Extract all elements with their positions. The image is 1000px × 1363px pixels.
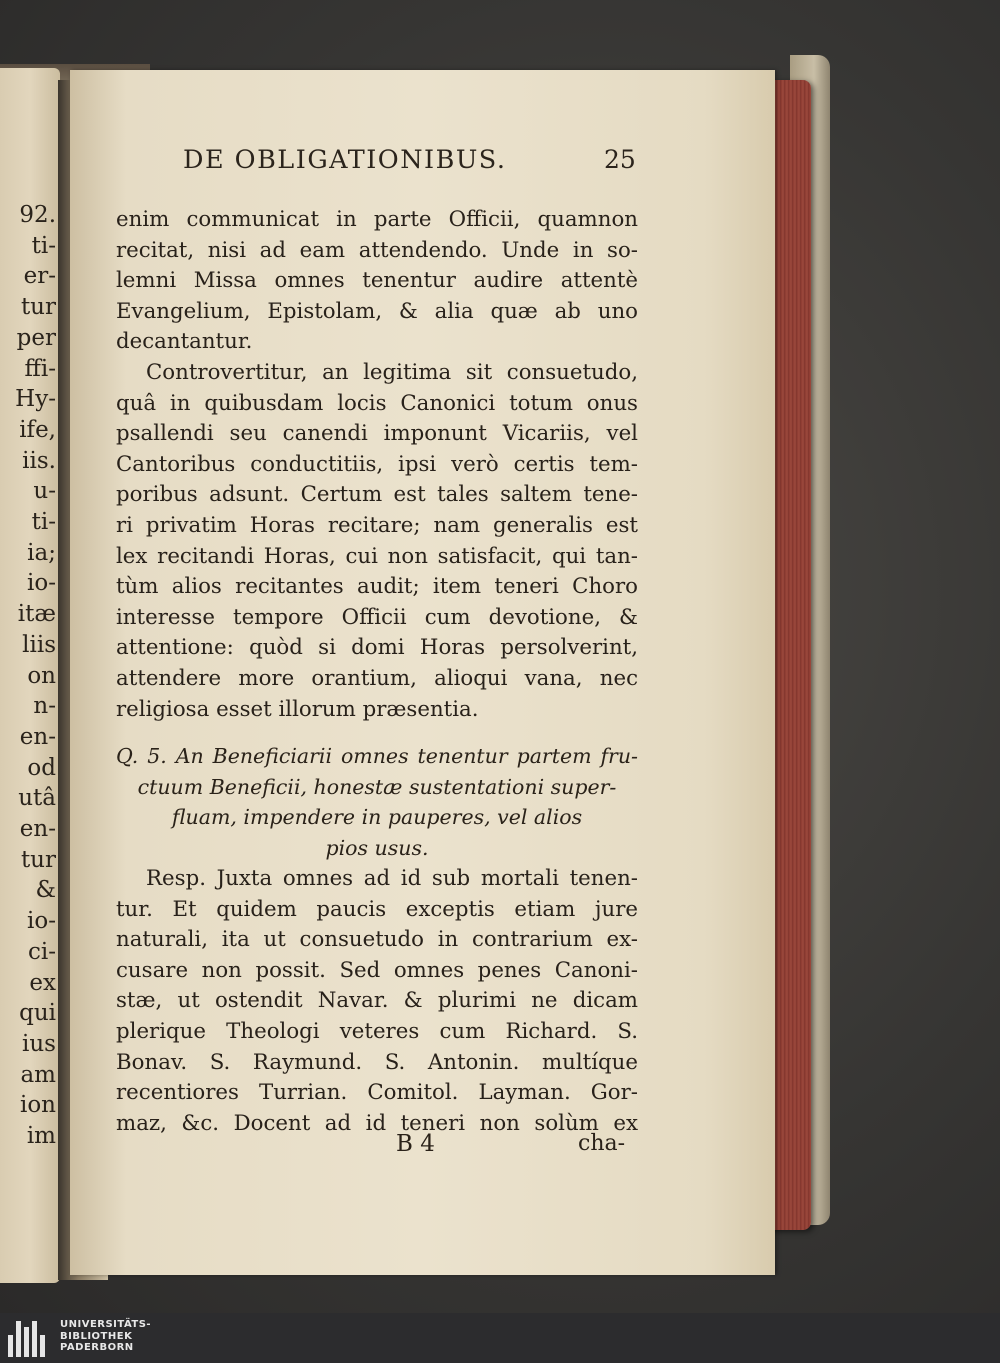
left-margin-line: itæ <box>17 601 56 628</box>
left-margin-line: en- <box>19 723 56 750</box>
text-line: recentiores Turrian. Comitol. Layman. Gor- <box>116 1080 638 1106</box>
left-margin-line: en- <box>19 816 56 843</box>
text-line: naturali, ita ut consuetudo in contrarium ex- <box>116 927 638 953</box>
left-margin-line: ex <box>29 969 56 996</box>
left-margin-line: ti- <box>31 509 56 536</box>
left-margin-line: ti- <box>31 232 56 259</box>
left-margin-line: ife, <box>19 416 56 443</box>
question-line: fluam, impendere in pauperes, vel alios <box>171 805 583 830</box>
logo-line: UNIVERSITÄTS- <box>60 1319 152 1330</box>
left-margin-line: ci- <box>27 938 56 965</box>
text-line: cusare non possit. Sed omnes penes Canoni- <box>116 957 638 983</box>
left-margin-line: io- <box>27 908 56 935</box>
text-line: enim communicat in parte Officii, quamnon <box>116 207 638 232</box>
running-head: DE OBLIGATIONIBUS. <box>183 145 507 175</box>
left-margin-line: qui <box>19 1000 56 1027</box>
left-margin-line: er- <box>23 263 56 290</box>
body-text <box>116 205 638 725</box>
left-margin-line: ius <box>22 1030 56 1057</box>
left-margin-line: Hy- <box>15 386 56 413</box>
text-line: religiosa esset illorum præsentia. <box>116 696 479 722</box>
left-margin-line: & <box>35 877 56 904</box>
text-line: Controvertitur, an legitima sit consuetudo, <box>146 359 638 385</box>
text-line: Resp. Juxta omnes ad id sub mortali tenen- <box>146 866 638 891</box>
question-heading <box>116 741 638 863</box>
left-margin-line: n- <box>33 693 56 720</box>
logo-line: BIBLIOTHEK <box>60 1330 133 1342</box>
text-line: Evangelium, Epistolam, & alia quæ ab uno <box>116 298 638 324</box>
page-number: 25 <box>604 145 636 174</box>
question-line: ctuum Beneficii, honestæ sustentationi super- <box>137 774 617 799</box>
library-logo-text <box>60 1319 151 1354</box>
left-margin-line: ion <box>19 1092 56 1119</box>
text-line: maz, &c. Docent ad id teneri non solùm ex <box>116 1110 638 1136</box>
left-page-margin-text <box>0 200 58 1152</box>
question-line: Q. 5. An Beneficiarii omnes tenentur partem fru- <box>116 744 638 768</box>
left-margin-line: od <box>27 754 56 781</box>
left-margin-line: utâ <box>18 785 56 812</box>
left-margin-line: am <box>20 1061 56 1088</box>
left-margin-line: io- <box>27 570 56 597</box>
question-line: pios usus. <box>325 835 429 860</box>
text-line: stæ, ut ostendit Navar. & plurimi ne dicam <box>116 988 638 1014</box>
text-line: Bonav. S. Raymund. S. Antonin. multíque <box>116 1049 638 1075</box>
university-library-bars-icon <box>8 1321 48 1357</box>
left-margin-line: im <box>26 1123 56 1150</box>
text-line: decantantur. <box>116 329 253 355</box>
text-line: poribus adsunt. Certum est tales saltem tene- <box>116 482 638 508</box>
signature-mark: B 4 <box>396 1131 435 1157</box>
text-line: attendere more orantium, alioqui vana, nec <box>116 665 638 691</box>
left-margin-line: per <box>16 324 56 351</box>
text-line: quâ in quibusdam locis Canonici totum onus <box>116 390 638 416</box>
left-margin-line: u- <box>33 478 56 505</box>
text-line: plerique Theologi veteres cum Richard. S. <box>116 1018 638 1044</box>
footer-bar <box>0 1313 1000 1363</box>
left-margin-line: tur <box>20 294 56 321</box>
left-margin-line: iis. <box>22 447 56 474</box>
text-line: ri privatim Horas recitare; nam generalis est <box>116 512 638 538</box>
text-line: lemni Missa omnes tenentur audire attentè <box>116 268 638 294</box>
text-line: attentione: quòd si domi Horas persolverint, <box>116 635 638 661</box>
logo-line: PADERBORN <box>60 1342 134 1353</box>
left-margin-line: tur <box>20 846 56 873</box>
text-line: lex recitandi Horas, cui non satisfacit, qui tan- <box>116 543 638 569</box>
text-line: tùm alios recitantes audit; item teneri Choro <box>116 574 638 600</box>
catchword: cha- <box>578 1131 626 1156</box>
text-line: psallendi seu canendi imponunt Vicariis, vel <box>116 421 638 447</box>
text-line: Cantoribus conductitiis, ipsi verò certis tem- <box>116 451 638 477</box>
text-line: interesse tempore Officii cum devotione, & <box>116 604 638 630</box>
left-margin-line: on <box>27 662 56 689</box>
left-margin-line: 92. <box>19 202 56 228</box>
left-margin-line: ffi- <box>24 355 56 382</box>
text-line: tur. Et quidem paucis exceptis etiam jure <box>116 896 638 922</box>
left-margin-line: liis <box>22 631 56 658</box>
text-line: recitat, nisi ad eam attendendo. Unde in so- <box>116 237 638 263</box>
left-margin-line: ia; <box>27 539 56 566</box>
response-text <box>116 864 638 1139</box>
